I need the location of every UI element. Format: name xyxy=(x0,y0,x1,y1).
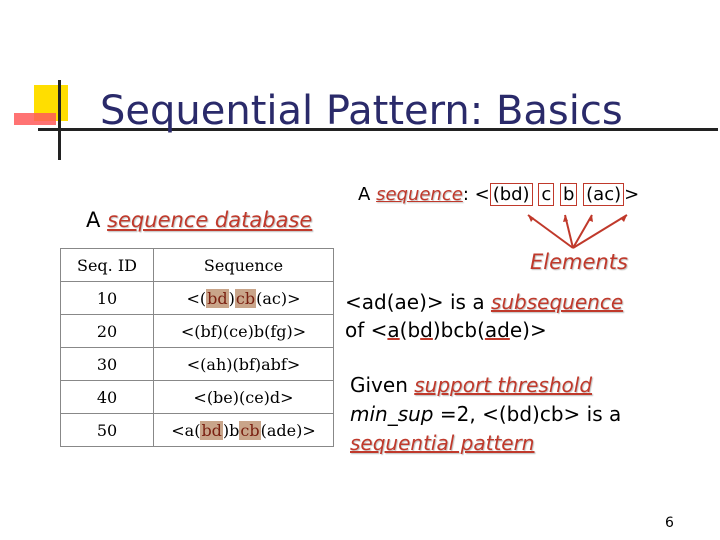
sequence-cell: <(be)(ce)d> xyxy=(154,381,334,414)
seq-id-cell: 40 xyxy=(61,381,154,414)
db-prefix: A xyxy=(86,208,101,232)
seq-id-cell: 30 xyxy=(61,348,154,381)
subseq-part: )bcb( xyxy=(432,318,485,342)
support-line-3 xyxy=(350,429,621,458)
seq-part: )b xyxy=(222,420,240,440)
support-given: Given xyxy=(350,373,408,397)
arrowhead-icon xyxy=(563,215,568,222)
sequence-cell: <(bf)(ce)b(fg)> xyxy=(154,315,334,348)
subsequence-statement xyxy=(345,288,623,344)
sequential-pattern-label: sequential pattern xyxy=(350,431,535,455)
element-box: b xyxy=(560,183,577,206)
highlight-part: bd xyxy=(201,420,222,440)
seq-colon: : < xyxy=(462,184,490,205)
subseq-of: of < xyxy=(345,318,388,342)
subseq-part: )> xyxy=(522,318,547,342)
subsequence-line-2 xyxy=(345,316,623,344)
elements-label: Elements xyxy=(530,250,628,274)
seq-id-cell: 50 xyxy=(61,414,154,447)
highlight-part: bd xyxy=(207,288,228,308)
support-condition: =2, <(bd)cb> is a xyxy=(433,402,622,426)
slide-title: Sequential Pattern: Basics xyxy=(100,88,623,134)
seq-part: (ac)> xyxy=(256,288,301,308)
db-label-text: sequence database xyxy=(107,208,313,232)
support-threshold-label: support threshold xyxy=(414,373,593,397)
support-statement xyxy=(350,371,621,458)
subseq-text: <ad(ae)> is a xyxy=(345,290,485,314)
element-box: (ac) xyxy=(583,183,624,206)
subseq-part: e xyxy=(509,318,523,342)
min-sup-term: min_sup xyxy=(350,402,434,426)
matched-char: d xyxy=(420,318,433,342)
subsequence-label: subsequence xyxy=(490,290,624,314)
seq-part: <a( xyxy=(171,420,201,440)
highlight-part: cb xyxy=(240,420,260,440)
header-seq-id: Seq. ID xyxy=(61,249,154,282)
page-number: 6 xyxy=(665,515,674,531)
matched-char: ad xyxy=(484,318,510,342)
seq-end: > xyxy=(624,184,640,205)
seq-prefix: A xyxy=(358,184,371,205)
seq-part: (ade)> xyxy=(260,420,316,440)
support-line-2 xyxy=(350,400,621,429)
highlight-part: cb xyxy=(235,288,256,308)
seq-part: <( xyxy=(186,288,207,308)
subseq-part: (b xyxy=(399,318,421,342)
seq-id-cell: 10 xyxy=(61,282,154,315)
seq-part: ) xyxy=(228,288,235,308)
subsequence-line-1 xyxy=(345,288,623,316)
sequence-cell: <(ah)(bf)abf> xyxy=(154,348,334,381)
matched-char: a xyxy=(387,318,400,342)
seq-id-cell: 20 xyxy=(61,315,154,348)
header-sequence: Sequence xyxy=(154,249,334,282)
support-line-1 xyxy=(350,371,621,400)
element-box: c xyxy=(538,183,554,206)
element-box: (bd) xyxy=(490,183,533,206)
sequence-label: sequence xyxy=(376,184,463,205)
arrow-to-ac xyxy=(573,215,627,248)
